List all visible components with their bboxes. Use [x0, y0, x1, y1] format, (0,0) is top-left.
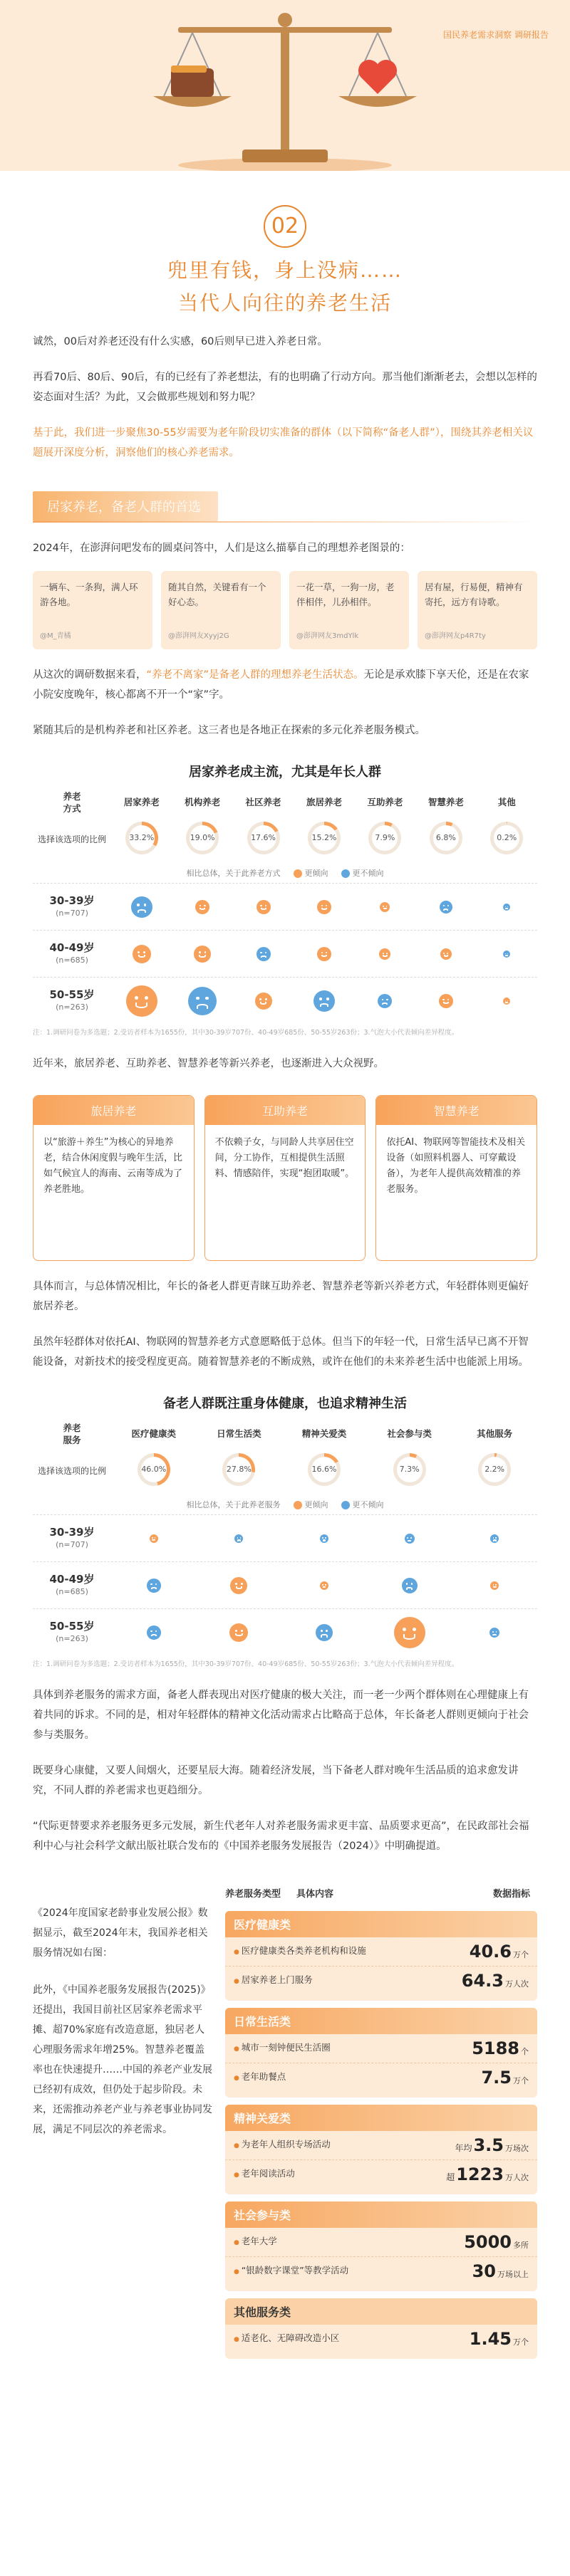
card-travel-care — [33, 1095, 195, 1261]
category-label: 精神关爱类 — [301, 1428, 347, 1439]
prefer-face-icon — [317, 947, 331, 961]
service-item-name: ● “银龄数字课堂”等教学活动 — [234, 2264, 472, 2278]
percent-label: 17.6% — [251, 825, 276, 851]
service-item — [225, 2228, 537, 2257]
percent-ring — [222, 1453, 255, 1486]
percent-rings — [111, 1453, 537, 1489]
prefer-face-icon — [320, 1581, 328, 1590]
percent-rings — [111, 822, 537, 857]
percent-ring — [308, 1453, 341, 1486]
highlight-text: “养老不离家”是备老人群的理想养老生活状态。 — [146, 669, 364, 681]
service-item-name: ● 为老年人组织专场活动 — [234, 2138, 455, 2152]
age-row — [33, 977, 537, 1024]
age-rows — [33, 1514, 537, 1655]
category-label: 其他 — [497, 797, 516, 807]
care-mode-cards — [33, 1095, 537, 1261]
legend-label: 更倾向 — [304, 869, 328, 878]
prefer-face-icon — [126, 985, 157, 1017]
category-label: 其他服务 — [477, 1428, 513, 1439]
not-prefer-face-icon — [405, 1534, 415, 1544]
card-body: 依托AI、物联网等智能技术及相关设备（如照料机器人、可穿戴设备），为老年人提供高效精准的养老服务。 — [386, 1137, 526, 1195]
service-group — [225, 2008, 537, 2098]
chart-note: 注：1.调研问卷为多选题；2.受访者样本为1655份，其中30-39岁707份、40-49岁685份、50-55岁263份；3.气泡大小代表倾向差异程度。 — [33, 1660, 459, 1668]
service-group-title: 其他服务类 — [225, 2298, 537, 2325]
service-item-name: ● 医疗健康类各类养老机构和设施 — [234, 1944, 470, 1959]
age-row — [33, 883, 537, 930]
percent-ring — [368, 822, 401, 854]
hero-banner — [0, 0, 570, 171]
row-head-label: 养老 服务 — [63, 1423, 81, 1445]
intro-paragraph-3: 基于此，我们进一步聚焦30-55岁需要为老年阶段切实准备的群体（以下简称“备老人群”），围绕其养老相关议题展开深度分析，洞察他们的核心养老需求。 — [33, 427, 534, 459]
chart-legend — [33, 1499, 537, 1510]
service-item — [225, 2325, 537, 2353]
legend-prefer — [294, 867, 328, 879]
sub2-paragraph-1: 具体到养老服务的需求方面，备老人群表现出对医疗健康的极大关注，而一老一少两个群体则在心理健康上有着共同的诉求。不同的是，相对年轻群体的精神文化活动需求占比略高于总体，年长备老人群则更倾向于社会参与类服务。 — [33, 1690, 529, 1741]
chart-header-row — [33, 1422, 537, 1446]
service-group — [225, 1911, 537, 2001]
legend-intro: 相比总体，关于此养老方式 — [186, 869, 281, 878]
not-prefer-face-icon — [378, 994, 392, 1008]
prefer-face-icon — [379, 948, 390, 960]
percent-ring — [186, 822, 219, 854]
category-headers — [111, 797, 537, 808]
service-item-metric: 年均3.5 万场次 — [455, 2135, 529, 2155]
services-paragraph-1: 《2024年度国家老龄事业发展公报》数据显示，截至2024年末，我国养老相关服务情况如右图： — [33, 1907, 208, 1959]
legend-prefer — [294, 1499, 328, 1510]
not-prefer-face-icon — [402, 1578, 418, 1593]
legend-not-prefer — [341, 867, 384, 879]
services-section — [33, 1882, 537, 2359]
prefer-face-icon — [394, 1617, 425, 1648]
service-group-title: 社会参与类 — [225, 2201, 537, 2228]
not-prefer-face-icon — [320, 1534, 328, 1543]
service-item-metric: 1.45 万个 — [469, 2329, 529, 2349]
not-prefer-face-icon — [147, 1578, 161, 1593]
category-label: 社会参与类 — [387, 1428, 432, 1439]
category-label: 社区养老 — [245, 797, 281, 807]
service-item-metric: 30 万场以上 — [472, 2261, 529, 2281]
prefer-face-icon — [133, 945, 151, 963]
service-group-title: 日常生活类 — [225, 2008, 537, 2034]
balance-scale-illustration — [0, 0, 570, 171]
prefer-face-icon — [229, 1623, 248, 1642]
card-body: 以“旅游＋养生”为核心的异地养老，结合休闲度假与晚年生活，比如气候宜人的海南、云南等成为了养老胜地。 — [43, 1137, 183, 1195]
service-item-name: ● 老年助餐点 — [234, 2070, 481, 2085]
text-span: 无论是承欢膝下享天伦，还是在农家小院安度晚年，核心都离不开一个“家”字。 — [33, 669, 529, 701]
sub1b-paragraph-2: 具体而言，与总体情况相比，年长的备老人群更青睐互助养老、智慧养老等新兴养老方式，年轻群体则更偏好旅居养老。 — [33, 1281, 529, 1312]
section-title-line1: 兜里有钱，身上没病…… — [167, 258, 403, 282]
prefer-face-icon — [439, 994, 453, 1008]
report-tag: 国民养老需求洞察 调研报告 — [443, 30, 549, 40]
row-choice-label: 选择该选项的比例 — [37, 834, 106, 844]
service-item-metric: 5188 个 — [472, 2038, 529, 2058]
percent-label: 19.0% — [190, 825, 215, 851]
percent-ring — [308, 822, 341, 854]
quote-text: 一花一草，一狗一房，老伴相伴，儿孙相伴。 — [296, 582, 395, 607]
chart-title: 居家养老成主流，尤其是年长人群 — [189, 765, 381, 780]
percent-ring — [478, 1453, 511, 1486]
chart-legend — [33, 867, 537, 879]
section-header — [0, 171, 570, 316]
chart-header-row — [33, 790, 537, 815]
legend-label: 更不倾向 — [352, 1500, 384, 1509]
service-group — [225, 2298, 537, 2359]
percent-label: 15.2% — [311, 825, 337, 851]
services-table-header — [225, 1882, 537, 1904]
prefer-face-icon — [195, 900, 209, 914]
not-prefer-face-icon — [147, 1625, 161, 1640]
not-prefer-face-icon — [440, 901, 452, 913]
age-label: 30-39岁 (n=707) — [49, 1525, 95, 1549]
service-item-metric: 40.6 万个 — [469, 1942, 529, 1962]
service-group — [225, 2105, 537, 2194]
quote-author: @M_青橘 — [40, 632, 71, 640]
not-prefer-face-icon — [489, 1628, 499, 1638]
quote-author: @澎湃网友p4R7ty — [425, 632, 486, 640]
card-smart-care — [375, 1095, 537, 1261]
card-body: 不依赖子女，与同龄人共享居住空间，分工协作，互相提供生活照料、情感陪伴，实现“抱团取暖”。 — [214, 1137, 355, 1179]
age-row — [33, 1608, 537, 1655]
prefer-face-icon — [380, 902, 390, 912]
quote-author: @澎湃网友3mdYlk — [296, 632, 359, 640]
quote-card — [161, 571, 281, 649]
not-prefer-face-icon — [256, 947, 271, 961]
header-content: 具体内容 — [296, 1889, 334, 1900]
quote-card — [33, 571, 152, 649]
percent-label: 46.0% — [141, 1457, 167, 1482]
service-item-metric: 7.5 万个 — [481, 2068, 529, 2088]
prefer-face-icon — [490, 1581, 499, 1590]
service-item — [225, 2063, 537, 2092]
legend-label: 更不倾向 — [352, 869, 384, 878]
prefer-face-icon — [317, 900, 331, 914]
sub1b-paragraph-3: 虽然年轻群体对依托AI、物联网的智慧养老方式意愿略低于总体。但当下的年轻一代，日常生活早已离不开智能设备，对新技术的接受程度更高。随着智慧养老的不断成熟，或许在他们的未来养老生活中也能派上用场。 — [33, 1336, 529, 1368]
card-mutual-care — [204, 1095, 366, 1261]
chart-pct-row — [33, 822, 537, 857]
age-label: 40-49岁 (n=685) — [49, 941, 95, 965]
quote-text: 一辆车、一条狗，满人环游各地。 — [40, 582, 138, 607]
service-group-title: 医疗健康类 — [225, 1911, 537, 1937]
percent-label: 33.2% — [129, 825, 155, 851]
intro-paragraph-1: 诚然，00后对养老还没有什么实感，60后则早已进入养老日常。 — [33, 336, 328, 347]
category-label: 日常生活类 — [217, 1428, 261, 1439]
prefer-face-icon — [440, 948, 452, 960]
quote-card — [289, 571, 409, 649]
percent-label: 6.8% — [433, 825, 459, 851]
chart-care-services — [33, 1393, 537, 1670]
service-item-name: ● 老年大学 — [234, 2235, 464, 2249]
age-row — [33, 1514, 537, 1561]
legend-not-prefer — [341, 1499, 384, 1510]
header-metric: 数据指标 — [492, 1889, 530, 1900]
category-headers — [111, 1428, 537, 1440]
service-group — [225, 2201, 537, 2291]
sub2-paragraph-3: “代际更替要求养老服务更多元发展，新生代老年人对养老服务需求更丰富、品质要求更高”，在民政部社会福利中心与社会科学文献出版社联合发布的《中国养老服务发展报告（2024）》中明确提道。 — [33, 1821, 529, 1852]
text-span: 从这次的调研数据来看， — [33, 669, 147, 681]
percent-ring — [138, 1453, 170, 1486]
percent-ring — [490, 822, 523, 854]
category-label: 居家养老 — [123, 797, 160, 807]
quote-text: 随其自然，关键看有一个好心态。 — [168, 582, 266, 607]
heart-icon — [358, 60, 397, 94]
prefer-face-icon — [194, 946, 211, 963]
service-groups — [225, 1911, 537, 2359]
chart-pct-row — [33, 1453, 537, 1489]
service-item — [225, 1937, 537, 1967]
service-item-metric: 超1223 万人次 — [446, 2164, 529, 2184]
age-label: 50-55岁 (n=263) — [49, 1619, 95, 1643]
row-head-label: 养老 方式 — [63, 791, 81, 814]
age-label: 50-55岁 (n=263) — [49, 988, 95, 1012]
legend-intro: 相比总体，关于此养老服务 — [186, 1500, 281, 1509]
percent-ring — [393, 1453, 426, 1486]
age-rows — [33, 883, 537, 1024]
chart-note: 注：1.调研问卷为多选题；2.受访者样本为1655份，其中30-39岁707份、40-49岁685份、50-55岁263份；3.气泡大小代表倾向差异程度。 — [33, 1029, 459, 1037]
age-label: 30-39岁 (n=707) — [49, 894, 95, 918]
service-item-metric: 64.3 万人次 — [461, 1971, 529, 1991]
not-prefer-face-icon — [503, 951, 510, 958]
age-label: 40-49岁 (n=685) — [49, 1572, 95, 1596]
quote-list — [33, 571, 537, 649]
divider — [33, 521, 537, 523]
section-number: 02 — [264, 205, 306, 248]
percent-ring — [247, 822, 280, 854]
chart-care-modes — [33, 762, 537, 1038]
service-item-name: ● 适老化、无障碍改造小区 — [234, 2332, 470, 2346]
prefer-face-icon — [256, 900, 271, 914]
services-text — [33, 1882, 225, 2359]
service-item — [225, 2257, 537, 2286]
category-label: 互助养老 — [367, 797, 403, 807]
prefer-face-icon — [503, 998, 510, 1005]
percent-label: 7.3% — [397, 1457, 423, 1482]
subsection-title: 居家养老，备老人群的首选 — [33, 491, 218, 521]
service-item-name: ● 老年阅读活动 — [234, 2167, 446, 2182]
sub1-paragraph-3: 紧随其后的是机构养老和社区养老。这三者也是各地正在探索的多元化养老服务模式。 — [33, 725, 425, 736]
card-title: 互助养老 — [205, 1096, 366, 1125]
sub2-paragraph-2: 既要身心康健，又要人间烟火，还要星辰大海。随着经济发展，当下备老人群对晚年生活品质的追求愈发讲究，不同人群的养老需求也更趋细分。 — [33, 1765, 519, 1796]
quote-text: 居有屋，行易便，精神有寄托，远方有诗歌。 — [425, 582, 523, 607]
category-label: 旅居养老 — [306, 797, 342, 807]
percent-label: 0.2% — [494, 825, 519, 851]
percent-label: 7.9% — [372, 825, 398, 851]
prefer-face-icon — [150, 1534, 158, 1543]
service-item-name: ● 城市一刻钟便民生活圈 — [234, 2041, 472, 2056]
services-paragraph-2: 此外，《中国养老服务发展报告(2025)》还提出，我国目前社区居家养老需求平摊、超70%家庭有改造意愿，独居老人心理服务需求年增25%。智慧养老覆盖率也在快速提升……中国的养老产业发展已经初有成效，但仍处于起步阶段。未来，还需推动养老产业与养老事业协同发展，满足不同层次的养老需求。 — [33, 1984, 212, 2135]
header-type: 养老服务类型 — [225, 1889, 281, 1900]
legend-label: 更倾向 — [304, 1500, 328, 1509]
not-prefer-face-icon — [234, 1534, 243, 1543]
not-prefer-face-icon — [503, 904, 510, 911]
service-item-name: ● 居家养老上门服务 — [234, 1974, 462, 1988]
row-choice-label: 选择该选项的比例 — [37, 1465, 106, 1476]
services-table — [225, 1882, 537, 2359]
section-title-line2: 当代人向往的养老生活 — [177, 291, 392, 315]
percent-ring — [125, 822, 158, 854]
not-prefer-face-icon — [131, 896, 152, 918]
not-prefer-face-icon — [314, 990, 335, 1012]
not-prefer-face-icon — [316, 1624, 333, 1641]
category-label: 智慧养老 — [428, 797, 464, 807]
percent-label: 2.2% — [482, 1457, 507, 1482]
intro-paragraph-2: 再看70后、80后、90后，有的已经有了养老想法，有的也明确了行动方向。那当他们渐渐老去，会想以怎样的姿态面对生活？为此，又会做那些规划和努力呢？ — [33, 372, 537, 403]
service-item — [225, 2034, 537, 2063]
percent-label: 27.8% — [226, 1457, 252, 1482]
sub1-paragraph-1: 2024年，在澎湃问吧发布的圆桌问答中，人们是这么描摹自己的理想养老图景的： — [33, 543, 410, 554]
category-label: 机构养老 — [185, 797, 221, 807]
service-item — [225, 2131, 537, 2160]
prefer-face-icon — [255, 993, 272, 1010]
age-row — [33, 1561, 537, 1608]
chart-title: 备老人群既注重身体健康，也追求精神生活 — [163, 1396, 407, 1411]
sub1-paragraph-2 — [33, 665, 537, 705]
sub1b-paragraph-1: 近年来，旅居养老、互助养老、智慧养老等新兴养老，也逐渐进入大众视野。 — [33, 1058, 384, 1069]
service-item — [225, 1967, 537, 1995]
percent-ring — [430, 822, 462, 854]
quote-card — [418, 571, 537, 649]
age-row — [33, 930, 537, 977]
category-label: 医疗健康类 — [131, 1428, 177, 1439]
not-prefer-face-icon — [490, 1534, 499, 1543]
percent-label: 16.6% — [311, 1457, 337, 1482]
not-prefer-face-icon — [188, 987, 217, 1015]
service-item — [225, 2160, 537, 2189]
service-group-title: 精神关爱类 — [225, 2105, 537, 2131]
quote-author: @澎湃网友Xyyj2G — [168, 632, 229, 640]
card-title: 智慧养老 — [376, 1096, 537, 1125]
card-title: 旅居养老 — [33, 1096, 194, 1125]
service-item-metric: 5000 多所 — [464, 2232, 529, 2252]
prefer-face-icon — [230, 1577, 247, 1594]
